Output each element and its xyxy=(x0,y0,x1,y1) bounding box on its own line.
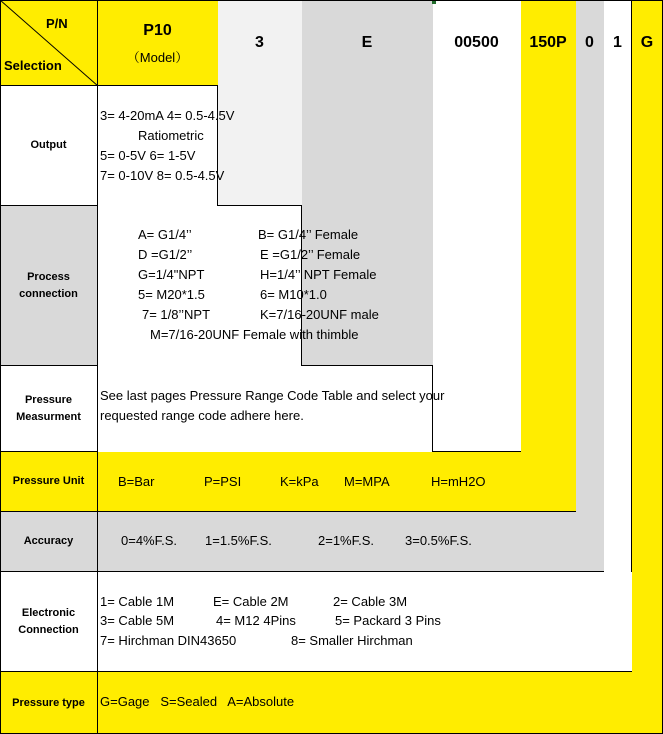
code-column-g xyxy=(631,0,663,734)
model-cell xyxy=(97,0,218,86)
code-3: 3 xyxy=(255,34,264,51)
electronic-1c: 2= Cable 3M xyxy=(333,594,408,609)
measurement-line-2: requested range code adhere here. xyxy=(100,408,304,423)
row-label-electronic xyxy=(0,572,98,672)
row-label-measurement xyxy=(0,366,98,452)
accuracy-2: 2=1%F.S. xyxy=(318,533,375,548)
unit-mpa: M=MPA xyxy=(344,474,390,489)
unit-kpa: K=kPa xyxy=(280,474,319,489)
selection-header-cell xyxy=(0,0,98,86)
corner-mark xyxy=(432,0,436,4)
process-left-2: D =G1/2’’ xyxy=(138,247,193,262)
code-column-0 xyxy=(575,0,604,572)
electronic-1a: 1= Cable 1M xyxy=(100,594,175,609)
electronic-2a: 3= Cable 5M xyxy=(100,613,175,628)
model-note: （Model） xyxy=(126,50,189,65)
process-left-1: A= G1/4’’ xyxy=(138,227,192,242)
accuracy-3: 3=0.5%F.S. xyxy=(405,533,472,548)
process-label-2: connection xyxy=(19,287,78,300)
process-left-3: G=1/4"NPT xyxy=(138,267,205,282)
output-line-4: 7= 0-10V 8= 0.5-4.5V xyxy=(100,168,225,183)
row-label-output: Output xyxy=(0,86,98,206)
row-label-unit: Pressure Unit xyxy=(0,452,98,512)
selection-label: Selection xyxy=(4,58,62,73)
model-code: P10 xyxy=(143,22,172,39)
code-150p: 150P xyxy=(529,34,567,51)
accuracy-1: 1=1.5%F.S. xyxy=(205,533,272,548)
process-right-2: E =G1/2’’ Female xyxy=(260,247,361,262)
electronic-3a: 7= Hirchman DIN43650 xyxy=(100,633,237,648)
unit-psi: P=PSI xyxy=(204,474,242,489)
diagonal-divider xyxy=(0,0,98,86)
unit-bar: B=Bar xyxy=(118,474,155,489)
pn-label: P/N xyxy=(46,16,68,31)
code-column-150p xyxy=(520,0,576,512)
process-right-4: 6= M10*1.0 xyxy=(260,287,327,302)
code-e: E xyxy=(361,34,373,51)
process-right-1: B= G1/4’’ Female xyxy=(258,227,359,242)
code-1: 1 xyxy=(613,34,622,51)
pressure-type-options: G=Gage S=Sealed A=Absolute xyxy=(100,694,295,709)
row-label-process xyxy=(0,206,98,366)
output-line-2: Ratiometric xyxy=(138,128,204,143)
electronic-label-2: Connection xyxy=(18,623,79,636)
electronic-2c: 5= Packard 3 Pins xyxy=(335,613,441,628)
electronic-2b: 4= M12 4Pins xyxy=(216,613,296,628)
electronic-3b: 8= Smaller Hirchman xyxy=(291,633,413,648)
measurement-label-1: Pressure xyxy=(24,393,73,406)
output-line-1: 3= 4-20mA 4= 0.5-4.5V xyxy=(100,108,235,123)
code-0: 0 xyxy=(585,34,594,51)
code-g: G xyxy=(640,34,654,51)
row-label-accuracy: Accuracy xyxy=(0,512,98,572)
measurement-line-1: See last pages Pressure Range Code Table and select your xyxy=(100,388,445,403)
electronic-label-1: Electronic xyxy=(21,606,76,619)
electronic-1b: E= Cable 2M xyxy=(213,594,289,609)
code-00500: 00500 xyxy=(454,34,499,51)
process-last: M=7/16-20UNF Female with thimble xyxy=(150,327,359,342)
accuracy-0: 0=4%F.S. xyxy=(121,533,178,548)
code-column-00500 xyxy=(432,0,521,452)
process-right-3: H=1/4’’ NPT Female xyxy=(260,267,377,282)
output-line-3: 5= 0-5V 6= 1-5V xyxy=(100,148,196,163)
measurement-label-2: Measurment xyxy=(16,410,81,423)
process-left-4: 5= M20*1.5 xyxy=(138,287,205,302)
unit-mh2o: H=mH2O xyxy=(431,474,486,489)
process-right-5: K=7/16-20UNF male xyxy=(260,307,379,322)
process-left-5: 7= 1/8’’NPT xyxy=(142,307,211,322)
process-label-1: Process xyxy=(27,270,70,283)
row-label-type: Pressure type xyxy=(0,672,98,734)
